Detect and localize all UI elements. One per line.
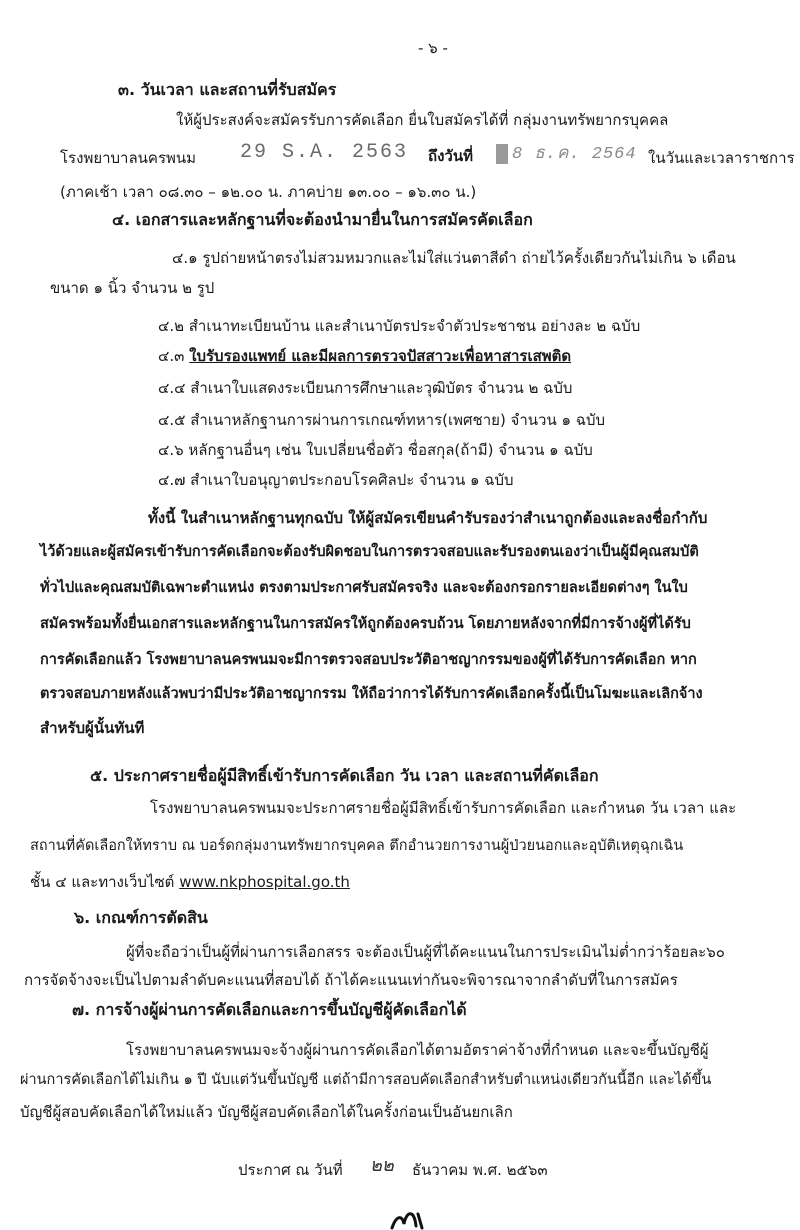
hospital-name: โรงพยาบาลนครพนม [60, 149, 197, 167]
item-4-7: ๔.๗ สำเนาใบอนุญาตประกอบโรคศิลปะ จำนวน ๑ ฉบับ [158, 471, 514, 489]
announce-label: ประกาศ ณ วันที่ [238, 1161, 343, 1179]
section-5-line-2: สถานที่คัดเลือกให้ทราบ ณ บอร์ดกลุ่มงานทรัพยากรบุคคล ตึกอำนวยการงานผู้ป่วยนอกและอุบัติเหตุฉุกเฉิน [30, 838, 684, 854]
signature-mark [388, 1206, 428, 1230]
section-3-hours: (ภาคเช้า เวลา ๐๘.๓๐ – ๑๒.๐๐ น. ภาคบ่าย ๑๓.๐๐ – ๑๖.๓๐ น.) [60, 183, 477, 201]
section-7-heading: ๗. การจ้างผู้ผ่านการคัดเลือกและการขึ้นบัญชีผู้คัดเลือกได้ [72, 1000, 467, 1019]
section-6-heading: ๖. เกณฑ์การตัดสิน [74, 908, 208, 927]
note-line-2: ไว้ด้วยและผู้สมัครเข้ารับการคัดเลือกจะต้องรับผิดชอบในการตรวจสอบและรับรองตนเองว่าเป็นผู้มีคุณสมบัติ [40, 544, 699, 560]
note-line-3: ทั่วไปและคุณสมบัติเฉพาะตำแหน่ง ตรงตามประกาศรับสมัครจริง และจะต้องกรอกรายละเอียดต่างๆ ในใบ [40, 580, 688, 596]
section-7-line-2: ผ่านการคัดเลือกได้ไม่เกิน ๑ ปี นับแต่วันขึ้นบัญชี แต่ถ้ามีการสอบคัดเลือกสำหรับตำแหน่งเดียวกันนี้อีก และได้ขึ้น [20, 1072, 712, 1088]
note-line-7: สำหรับผู้นั้นทันที [40, 719, 145, 737]
note-line-5: การคัดเลือกแล้ว โรงพยาบาลนครพนมจะมีการตรวจสอบประวัติอาชญากรรมของผู้ที่ได้รับการคัดเลือก หาก [40, 652, 697, 668]
page-number: - ๖ - [418, 39, 448, 57]
section-6-line-2: การจัดจ้างจะเป็นไปตามลำดับคะแนนที่สอบได้ ถ้าได้คะแนนเท่ากันจะพิจารณาจากลำดับที่ในการสมัคร [24, 971, 678, 989]
workdays-label: ในวันและเวลาราชการ [648, 149, 795, 167]
end-date-stamp: 8 ธ.ค. 2564 [496, 143, 637, 165]
note-line-4: สมัครพร้อมทั้งยื่นเอกสารและหลักฐานในการสมัครให้ถูกต้องครบถ้วน โดยภายหลังจากที่มีการจ้างผู้ที่ได้รับ [40, 616, 691, 632]
section-3-line-1: ให้ผู้ประสงค์จะสมัครรับการคัดเลือก ยื่นใบสมัครได้ที่ กลุ่มงานทรัพยากรบุคคล [176, 111, 669, 129]
until-label: ถึงวันที่ [428, 147, 473, 165]
start-date-stamp: 29 S.A. 2563 [240, 141, 409, 164]
item-4-3-underlined: ใบรับรองแพทย์ และมีผลการตรวจปัสสาวะเพื่อหาสารเสพติด [189, 347, 572, 365]
item-4-6: ๔.๖ หลักฐานอื่นๆ เช่น ใบเปลี่ยนชื่อตัว ชื่อสกุล(ถ้ามี) จำนวน ๑ ฉบับ [158, 441, 593, 459]
section-6-line-1: ผู้ที่จะถือว่าเป็นผู้ที่ผ่านการเลือกสรร จะต้องเป็นผู้ที่ได้คะแนนในการประเมินไม่ต่ำกว่าร้อยละ๖๐ [126, 943, 725, 961]
item-4-3: ๔.๓ ใบรับรองแพทย์ และมีผลการตรวจปัสสาวะเพื่อหาสารเสพติด [158, 347, 572, 365]
item-4-4: ๔.๔ สำเนาใบแสดงระเบียนการศึกษาและวุฒิบัตร จำนวน ๒ ฉบับ [158, 379, 573, 397]
item-4-5: ๔.๕ สำเนาหลักฐานการผ่านการเกณฑ์ทหาร(เพศชาย) จำนวน ๑ ฉบับ [158, 411, 606, 429]
section-5-heading: ๕. ประกาศรายชื่อผู้มีสิทธิ์เข้ารับการคัดเลือก วัน เวลา และสถานที่คัดเลือก [90, 766, 599, 785]
item-4-1: ๔.๑ รูปถ่ายหน้าตรงไม่สวมหมวกและไม่ใส่แว่นตาสีดำ ถ่ายไว้ครั้งเดียวกันไม่เกิน ๖ เดือน [172, 249, 736, 267]
note-line-6: ตรวจสอบภายหลังแล้วพบว่ามีประวัติอาชญากรรม ให้ถือว่าการได้รับการคัดเลือกครั้งนี้เป็นโมฆะและเลิกจ้าง [40, 686, 703, 702]
section-3-heading: ๓. วันเวลา และสถานที่รับสมัคร [118, 80, 337, 99]
item-4-2: ๔.๒ สำเนาทะเบียนบ้าน และสำเนาบัตรประจำตัวประชาชน อย่างละ ๒ ฉบับ [158, 317, 641, 335]
section-5-line-3: ชั้น ๔ และทางเว็บไซต์ www.nkphospital.go.th [30, 873, 350, 891]
stamp-block-icon [496, 144, 508, 164]
section-5-line-1: โรงพยาบาลนครพนมจะประกาศรายชื่อผู้มีสิทธิ์เข้ารับการคัดเลือก และกำหนด วัน เวลา และ [150, 799, 737, 817]
website-link[interactable]: www.nkphospital.go.th [179, 873, 350, 891]
section-7-line-1: โรงพยาบาลนครพนมจะจ้างผู้ผ่านการคัดเลือกได้ตามอัตราค่าจ้างที่กำหนด และจะขึ้นบัญชีผู้ [126, 1041, 709, 1059]
section-4-heading: ๔. เอกสารและหลักฐานที่จะต้องนำมายื่นในการสมัครคัดเลือก [112, 210, 533, 229]
item-4-1-cont: ขนาด ๑ นิ้ว จำนวน ๒ รูป [50, 279, 215, 297]
handwritten-day: ๒๒ [370, 1155, 394, 1176]
note-line-1: ทั้งนี้ ในสำเนาหลักฐานทุกฉบับ ให้ผู้สมัครเขียนคำรับรองว่าสำเนาถูกต้องและลงชื่อกำกับ [148, 509, 708, 527]
announce-date: ธันวาคม พ.ศ. ๒๕๖๓ [412, 1161, 548, 1179]
section-7-line-3: บัญชีผู้สอบคัดเลือกได้ใหม่แล้ว บัญชีผู้สอบคัดเลือกได้ในครั้งก่อนเป็นอันยกเลิก [20, 1103, 513, 1121]
